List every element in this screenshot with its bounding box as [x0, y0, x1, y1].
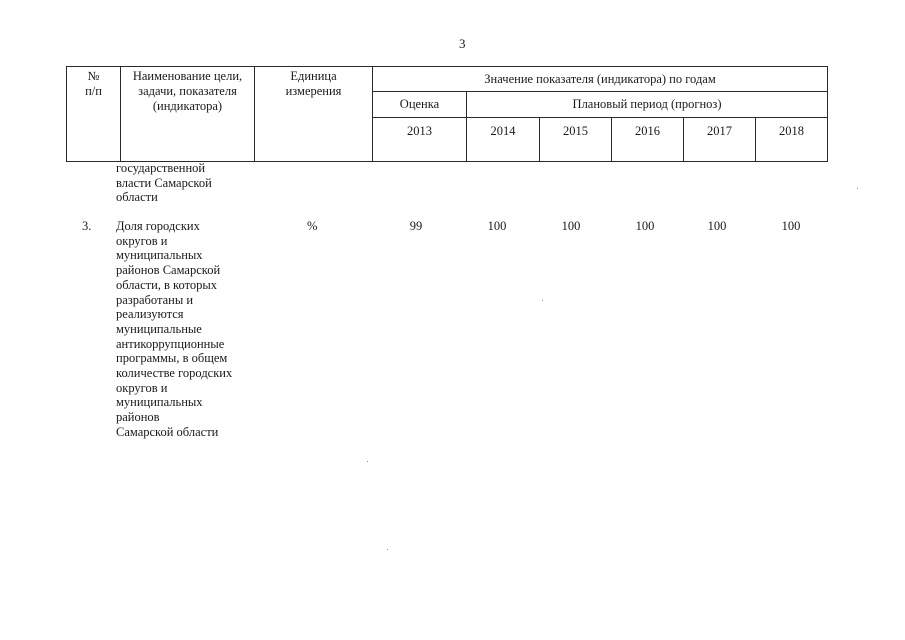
- header-estimate: Оценка: [373, 92, 467, 118]
- row-unit: %: [307, 219, 318, 233]
- row-value-2013: 99: [409, 219, 423, 233]
- header-unit: Единица измерения: [255, 67, 373, 162]
- header-year-2016: 2016: [612, 118, 684, 162]
- row-value-2015: 100: [561, 219, 581, 233]
- scan-speck: [387, 549, 388, 550]
- row-value-2017: 100: [707, 219, 727, 233]
- header-plan-period: Плановый период (прогноз): [467, 92, 828, 118]
- row-value-2018: 100: [781, 219, 801, 233]
- row-value-2014: 100: [487, 219, 507, 233]
- header-year-2013: 2013: [373, 118, 467, 162]
- continued-name-text: государственной власти Самарской области: [116, 161, 212, 205]
- header-year-2017: 2017: [684, 118, 756, 162]
- header-number: № п/п: [67, 67, 121, 162]
- scan-speck: [542, 300, 543, 301]
- page-number: 3: [459, 36, 466, 51]
- row-indicator-name: Доля городских округов и муниципальных районов Самарской области, в которых разработаны и реализуются муниципальные антикоррупционные программы, в общем количестве городских округов и муниципальных районов Самарской области: [116, 219, 233, 439]
- row-value-2016: 100: [635, 219, 655, 233]
- header-year-2018: 2018: [756, 118, 828, 162]
- indicators-table: [66, 66, 828, 162]
- header-year-2015: 2015: [540, 118, 612, 162]
- row-number: 3.: [82, 219, 92, 233]
- header-year-2014: 2014: [467, 118, 540, 162]
- scan-speck: [857, 188, 858, 189]
- scan-speck: [367, 461, 368, 462]
- header-name: Наименование цели, задачи, показателя (индикатора): [121, 67, 255, 162]
- header-values-group: Значение показателя (индикатора) по годам: [373, 67, 828, 92]
